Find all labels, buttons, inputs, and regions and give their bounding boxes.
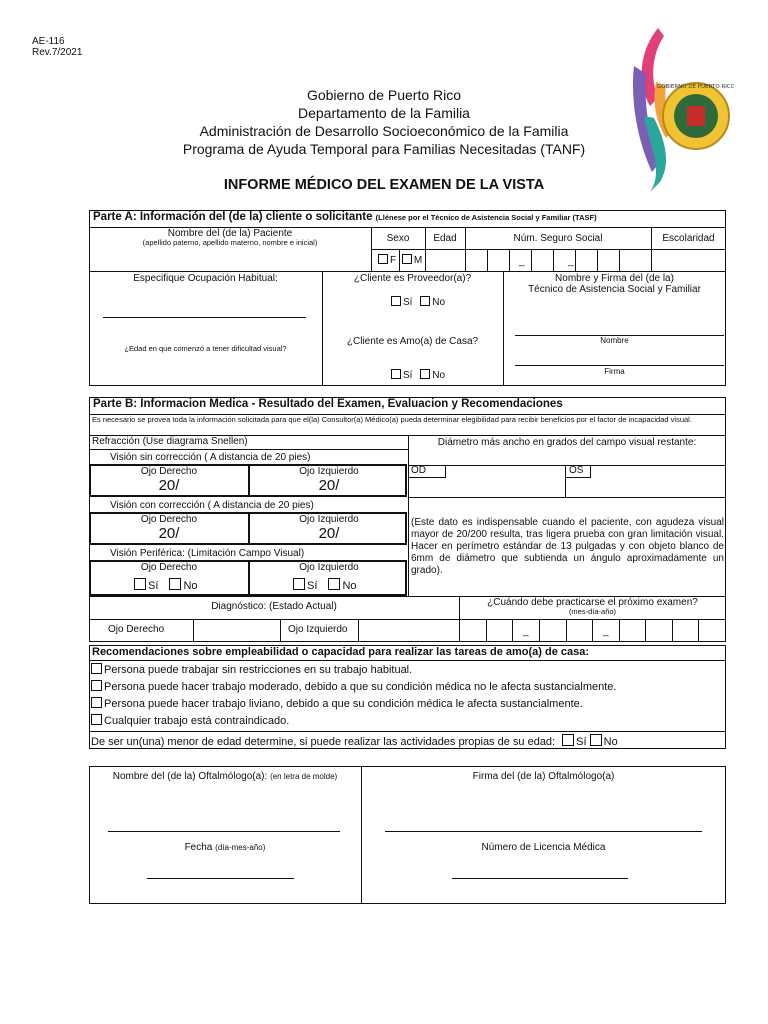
minor-no-checkbox[interactable] <box>590 734 602 746</box>
page-title: INFORME MÉDICO DEL EXAMEN DE LA VISTA <box>223 177 545 193</box>
homemaker-no-checkbox[interactable] <box>420 369 430 379</box>
diameter-os-label: OS <box>569 465 584 476</box>
patient-name-hint: (apellido paterno, apellido materno, nombre e inicial) <box>142 238 318 247</box>
education-label: Escolaridad <box>662 233 715 244</box>
without-correction-label: Visión sin corrección ( A distancia de 20 pies) <box>110 452 311 463</box>
od-label: Ojo Derecho <box>140 514 198 525</box>
homemaker-question: ¿Cliente es Amo(a) de Casa? <box>346 336 479 347</box>
part-a-title: Parte A: Información del (de la) cliente o solicitante (Llénese por el Técnico de Asistencia Social y Familiar (TASF) <box>93 211 597 223</box>
license-label: Número de Licencia Médica <box>481 842 606 853</box>
ophthalmologist-signature-label: Firma del (de la) Oftalmólogo(a) <box>472 771 615 782</box>
dept-line: Departamento de la Familia <box>298 105 470 121</box>
recommendation-item: Persona puede hacer trabajo liviano, debido a que su condición médica le afecta sustancialmente. <box>91 697 583 711</box>
recommendations-title: Recomendaciones sobre empleabilidad o capacidad para realizar las tareas de amo(a) de casa: <box>92 646 590 658</box>
peripheral-vision-label: Visión Periférica: (Limitación Campo Visual) <box>110 548 305 559</box>
recommendation-checkbox[interactable] <box>91 697 102 708</box>
od-peripheral-options: Sí No <box>134 578 198 593</box>
od-acuity-uncorrected[interactable]: 20/ <box>158 477 180 494</box>
homemaker-yes-checkbox[interactable] <box>391 369 401 379</box>
admin-line: Administración de Desarrollo Socioeconómico de la Familia <box>199 123 569 139</box>
homemaker-options: Sí No <box>391 369 445 382</box>
recommendation-item: Persona puede hacer trabajo moderado, debido a que su condición médica no le afecta sustancialmente. <box>91 680 616 694</box>
technician-title: Técnico de Asistencia Social y Familiar <box>528 284 701 295</box>
part-b-title: Parte B: Informacion Medica - Resultado del Examen, Evaluacion y Recomendaciones <box>93 398 563 410</box>
os-label: Ojo Izquierdo <box>299 562 359 573</box>
technician-title: Nombre y Firma del (de la) <box>555 273 674 284</box>
occupation-input[interactable] <box>103 317 306 318</box>
provider-no-checkbox[interactable] <box>420 296 430 306</box>
minor-yes-checkbox[interactable] <box>562 734 574 746</box>
os-peripheral-options: Sí No <box>293 578 357 593</box>
date-input[interactable] <box>147 878 294 879</box>
provider-question: ¿Cliente es Proveedor(a)? <box>353 273 472 284</box>
occupation-label: Especifique Ocupación Habitual: <box>133 273 278 284</box>
form-code: AE-116 <box>32 36 65 47</box>
diagnosis-label: Diagnóstico: (Estado Actual) <box>211 601 337 612</box>
os-peripheral-yes-checkbox[interactable] <box>293 578 305 590</box>
recommendation-item: Cualquier trabajo está contraindicado. <box>91 714 289 728</box>
sex-options: F M <box>378 254 422 267</box>
diameter-od-label: OD <box>411 465 426 476</box>
next-exam-question: ¿Cuándo debe practicarse el próximo examen? <box>487 597 698 608</box>
sex-m-checkbox[interactable] <box>402 254 412 264</box>
od-label: Ojo Derecho <box>140 466 198 477</box>
od-peripheral-no-checkbox[interactable] <box>169 578 181 590</box>
diagnosis-od-label: Ojo Derecho <box>108 624 165 635</box>
provider-yes-checkbox[interactable] <box>391 296 401 306</box>
ophthalmologist-name-label: Nombre del (de la) Oftalmólogo(a): (en letra de molde) <box>112 771 338 782</box>
license-input[interactable] <box>452 878 628 879</box>
signature-section <box>89 766 726 904</box>
next-exam-dash: _ <box>523 626 529 637</box>
ssn-dash: _ <box>519 256 525 267</box>
diameter-note: (Este dato es indispensable cuando el paciente, con agudeza visual mayor de 20/200 resulta, tras ligera prueba con gran limitación visual. Hacer en perímetro estándar de 13 pulgadas y con objeto blanco de 6mm de diámetro que subtienda un ángulo aproximadamente un grado). <box>411 517 724 576</box>
ophthalmologist-name-input[interactable] <box>108 831 340 832</box>
provider-options: Sí No <box>391 296 445 309</box>
minor-question: De ser un(una) menor de edad determine, si puede realizar las actividades propias de su edad: Sí No <box>91 736 618 748</box>
technician-signature-input[interactable] <box>515 365 724 366</box>
refraction-label: Refracción (Use diagrama Snellen) <box>92 436 248 447</box>
diameter-label: Diámetro más ancho en grados del campo visual restante: <box>437 437 697 448</box>
patient-name-label: Nombre del (de la) Paciente <box>167 228 293 239</box>
next-exam-dash: _ <box>603 626 609 637</box>
recommendation-checkbox[interactable] <box>91 680 102 691</box>
od-peripheral-yes-checkbox[interactable] <box>134 578 146 590</box>
program-line: Programa de Ayuda Temporal para Familias Necesitadas (TANF) <box>182 141 586 157</box>
diagnosis-os-label: Ojo Izquierdo <box>288 624 348 635</box>
ssn-dash: _ <box>568 256 574 267</box>
sex-f-checkbox[interactable] <box>378 254 388 264</box>
sex-label: Sexo <box>386 233 410 244</box>
recommendation-checkbox[interactable] <box>91 663 102 674</box>
age-onset-question: ¿Edad en que comenzó a tener dificultad visual? <box>124 344 287 353</box>
od-acuity-corrected[interactable]: 20/ <box>158 525 180 542</box>
od-label: Ojo Derecho <box>140 562 198 573</box>
gov-line: Gobierno de Puerto Rico <box>306 87 462 103</box>
technician-name-label: Nombre <box>600 336 629 345</box>
technician-signature-label: Firma <box>604 367 625 376</box>
next-exam-hint: (mes-día-año) <box>568 607 617 616</box>
seal-text: GOBIERNO DE PUERTO RICO <box>656 84 734 90</box>
os-label: Ojo Izquierdo <box>299 514 359 525</box>
recommendation-item: Persona puede trabajar sin restricciones en su trabajo habitual. <box>91 663 412 677</box>
ophthalmologist-signature-input[interactable] <box>385 831 702 832</box>
part-b-note: Es necesario se provea toda la información solicitada para que el(la) Consultor(a) Médico(a) pueda determinar elegibilidad para recibir beneficios por el factor de incapacidad visual. <box>92 415 692 424</box>
os-acuity-uncorrected[interactable]: 20/ <box>318 477 340 494</box>
os-label: Ojo Izquierdo <box>299 466 359 477</box>
form-revision: Rev.7/2021 <box>32 47 83 58</box>
with-correction-label: Visión con corrección ( A distancia de 20 pies) <box>110 500 314 511</box>
ssn-label: Núm. Seguro Social <box>513 233 603 244</box>
os-acuity-corrected[interactable]: 20/ <box>318 525 340 542</box>
recommendation-checkbox[interactable] <box>91 714 102 725</box>
os-peripheral-no-checkbox[interactable] <box>328 578 340 590</box>
age-label: Edad <box>433 233 457 244</box>
date-label: Fecha (día-mes-año) <box>184 842 266 853</box>
